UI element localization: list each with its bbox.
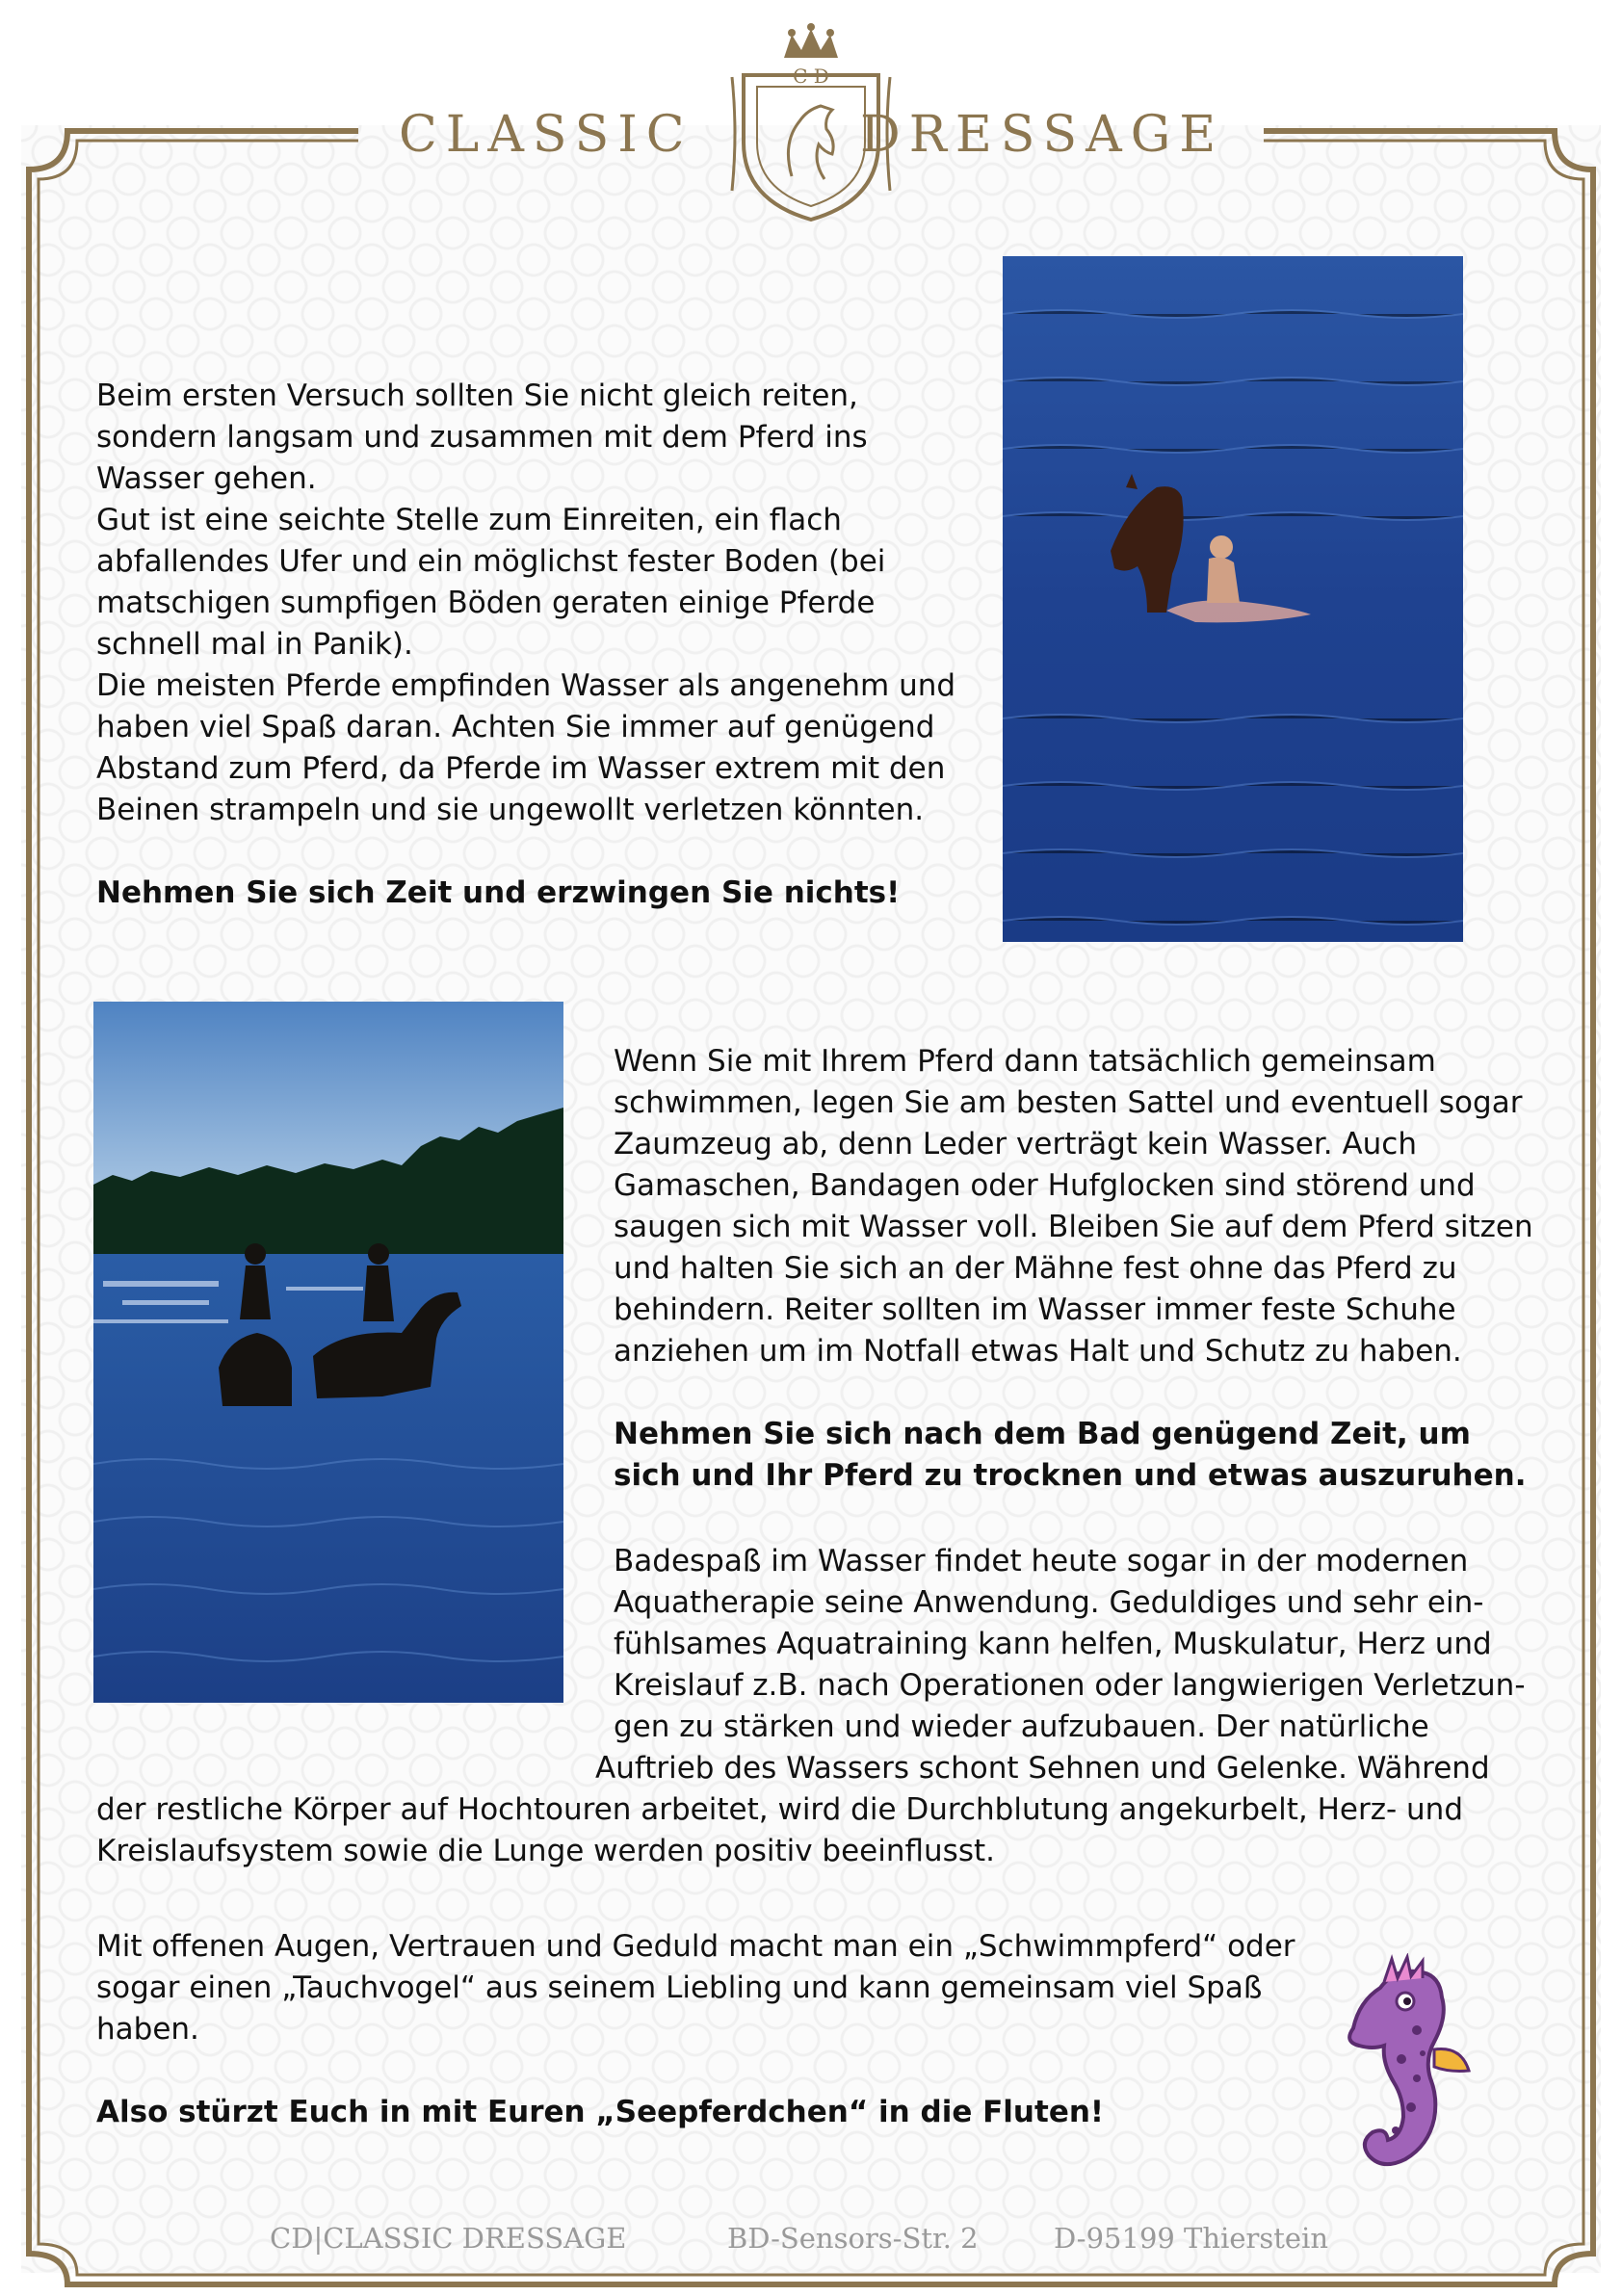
footer-company: CD|CLASSIC DRESSAGE — [270, 2222, 627, 2255]
paragraph-distance: Die meisten Pferde empfinden Wasser als angenehm und haben viel Spaß daran. Achten Sie immer auf genügend Abstand zum Pferd, da Pferde im Wasser extrem mit den Beinen strampeln und sie ungewollt verletzen könnten. — [96, 668, 956, 827]
closing-line: Mit offenen Augen, Vertrauen und Geduld macht man ein „Schwimmpferd“ oder — [96, 1929, 1295, 1964]
closing-emphasis: Also stürzt Euch in mit Euren „Seepferdchen“ in die Fluten! — [96, 2095, 1105, 2129]
therapy-text — [96, 1541, 1580, 1872]
therapy-line: der restliche Körper auf Hochtouren arbeitet, wird die Durchblutung angekurbelt, Herz- und — [96, 1792, 1463, 1827]
brand-left: CLASSIC — [399, 106, 693, 164]
section1-text — [96, 376, 1002, 914]
emphasis-dry-off: Nehmen Sie sich nach dem Bad genügend Zeit, um sich und Ihr Pferd zu trocknen und etwas auszuruhen. — [614, 1417, 1527, 1493]
therapy-line: Kreislauf z.B. nach Operationen oder langwierigen Verletzun- — [614, 1668, 1526, 1703]
closing-line: haben. — [96, 2012, 199, 2047]
crest-monogram: C D — [793, 65, 829, 88]
section2-text — [614, 1041, 1557, 1497]
paragraph-intro: Beim ersten Versuch sollten Sie nicht gleich reiten, sondern langsam und zusammen mit dem Pferd ins Wasser gehen. — [96, 378, 868, 496]
emphasis-take-time: Nehmen Sie sich Zeit und erzwingen Sie nichts! — [96, 875, 901, 910]
footer-street: BD-Sensors-Str. 2 — [727, 2222, 979, 2255]
section3-text — [96, 1926, 1348, 2133]
therapy-line: fühlsames Aquatraining kann helfen, Muskulatur, Herz und — [614, 1627, 1492, 1661]
therapy-line: Badespaß im Wasser findet heute sogar in der modernen — [614, 1544, 1469, 1578]
closing-line: sogar einen „Tauchvogel“ aus seinem Liebling und kann gemeinsam viel Spaß — [96, 1970, 1263, 2005]
therapy-line: Aquatherapie seine Anwendung. Geduldiges und sehr ein- — [614, 1585, 1484, 1620]
therapy-line: Auftrieb des Wassers schont Sehnen und Gelenke. Während — [595, 1751, 1490, 1786]
seahorse-icon — [1334, 1953, 1478, 2184]
footer-city: D-95199 Thierstein — [1054, 2222, 1329, 2255]
brand-right: DRESSAGE — [860, 106, 1225, 164]
therapy-line: Kreislaufsystem sowie die Lunge werden positiv beeinflusst. — [96, 1834, 995, 1868]
therapy-line: gen zu stärken und wieder aufzubauen. Der natürliche — [614, 1709, 1429, 1744]
photo-horse-swimming — [1003, 256, 1463, 942]
paragraph-shallow-spot: Gut ist eine seichte Stelle zum Einreiten, ein flach abfallendes Ufer und ein möglichst fester Boden (bei matschigen sumpfigen Böden geraten einige Pferde schnell mal in Panik). — [96, 503, 886, 662]
paragraph-swimming: Wenn Sie mit Ihrem Pferd dann tatsächlich gemeinsam schwimmen, legen Sie am besten Sattel und eventuell sogar Zaumzeug ab, denn Leder verträgt kein Wasser. Auch Gamaschen, Bandagen oder Hufglocken sind störend und saugen sich mit Wasser voll. Bleiben Sie auf dem Pferd sitzen und halten Sie sich an der Mähne fest ohne das Pferd zu behindern. Reiter sollten im Wasser immer feste Schuhe anziehen um im Notfall etwas Halt und Schutz zu haben. — [614, 1044, 1533, 1369]
crest-logo — [724, 17, 898, 229]
